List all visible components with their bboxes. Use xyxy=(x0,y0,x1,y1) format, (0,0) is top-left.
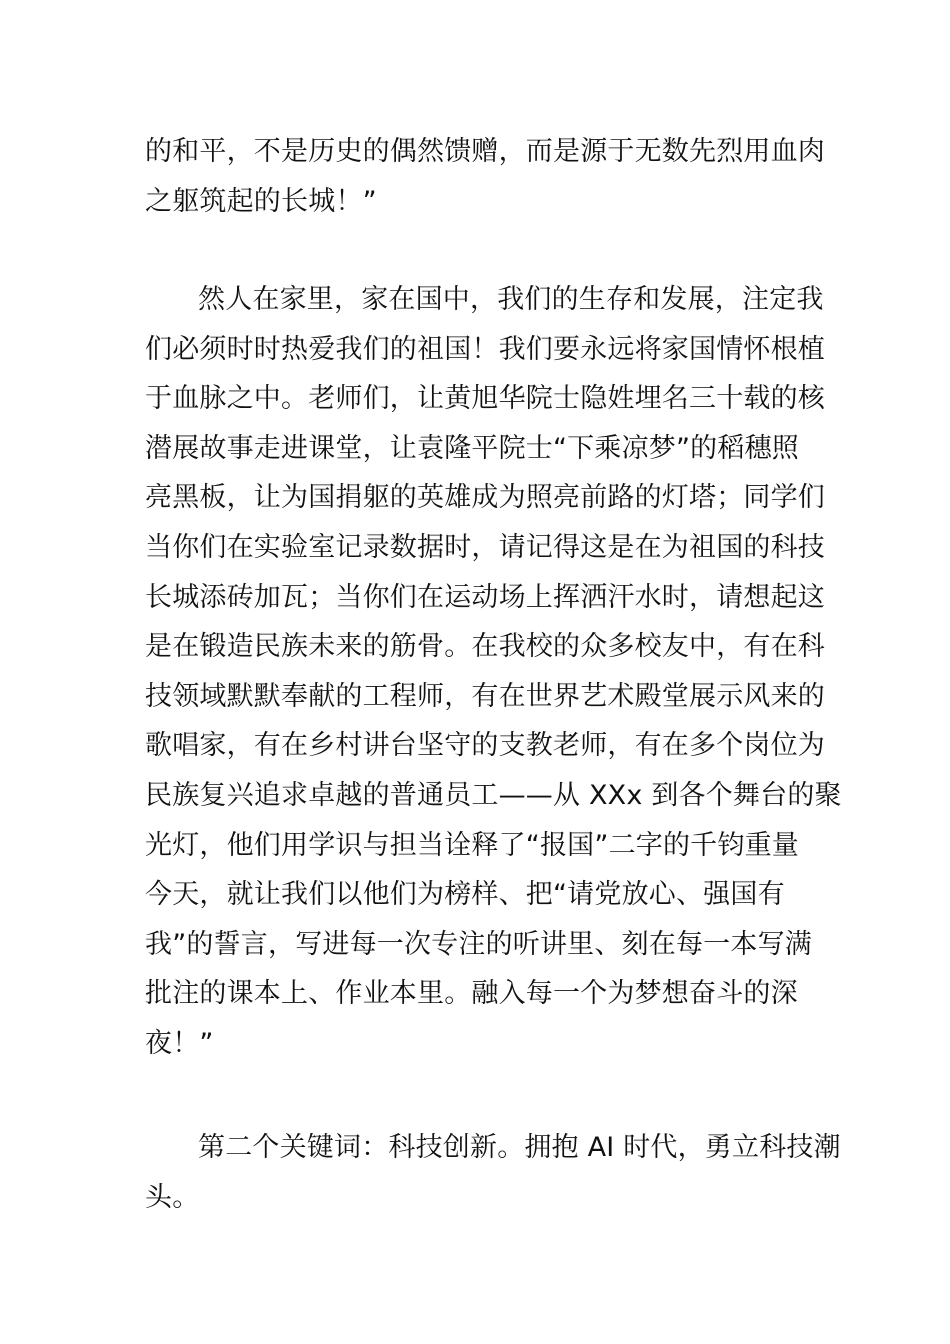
text-line: 批注的课本上、作业本里。融入每一个为梦想奋斗的深 xyxy=(145,978,798,1010)
text-line: 民族复兴追求卓越的普通员工——从 XXx 到各个舞台的聚 xyxy=(145,779,842,811)
text-line: 第二个关键词：科技创新。拥抱 AI 时代，勇立科技潮 xyxy=(198,1132,841,1163)
text-line: 长城添砖加瓦；当你们在运动场上挥洒汗水时，请想起这 xyxy=(145,581,825,613)
text-line: 之躯筑起的长城！” xyxy=(145,185,377,217)
text-line: 是在锻造民族未来的筋骨。在我校的众多校友中，有在科 xyxy=(145,631,825,663)
text-line: 今天，就让我们以他们为榜样、把“请党放心、强国有 xyxy=(145,879,785,911)
text-line: 潜展故事走进课堂，让袁隆平院士“下乘凉梦”的稻穗照 xyxy=(145,432,799,464)
paragraph-peace-continuation xyxy=(145,127,825,226)
text-line: 头。 xyxy=(145,1181,200,1213)
text-line: 然人在家里，家在国中，我们的生存和发展，注定我 xyxy=(198,284,824,315)
paragraph-patriotism xyxy=(145,275,842,1069)
text-line: 技领域默默奉献的工程师，有在世界艺术殿堂展示风来的 xyxy=(145,680,825,712)
text-line: 光灯，他们用学识与担当诠释了“报国”二字的千钧重量 xyxy=(145,829,799,861)
text-line: 我”的誓言，写进每一次专注的听讲里、刻在每一本写满 xyxy=(145,928,812,960)
text-line: 的和平，不是历史的偶然馈赠，而是源于无数先烈用血肉 xyxy=(145,136,825,167)
text-line: 当你们在实验室记录数据时，请记得这是在为祖国的科技 xyxy=(145,531,825,563)
text-line: 歌唱家，有在乡村讲台坚守的支教老师，有在多个岗位为 xyxy=(145,730,825,762)
paragraph-second-keyword xyxy=(145,1123,841,1222)
text-line: 于血脉之中。老师们，让黄旭华院士隐姓埋名三十载的核 xyxy=(145,383,825,415)
text-line: 亮黑板，让为国捐躯的英雄成为照亮前路的灯塔；同学们 xyxy=(145,482,825,514)
text-line: 们必须时时热爱我们的祖国！我们要永远将家国情怀根植 xyxy=(145,333,825,365)
text-line: 夜！” xyxy=(145,1027,214,1059)
